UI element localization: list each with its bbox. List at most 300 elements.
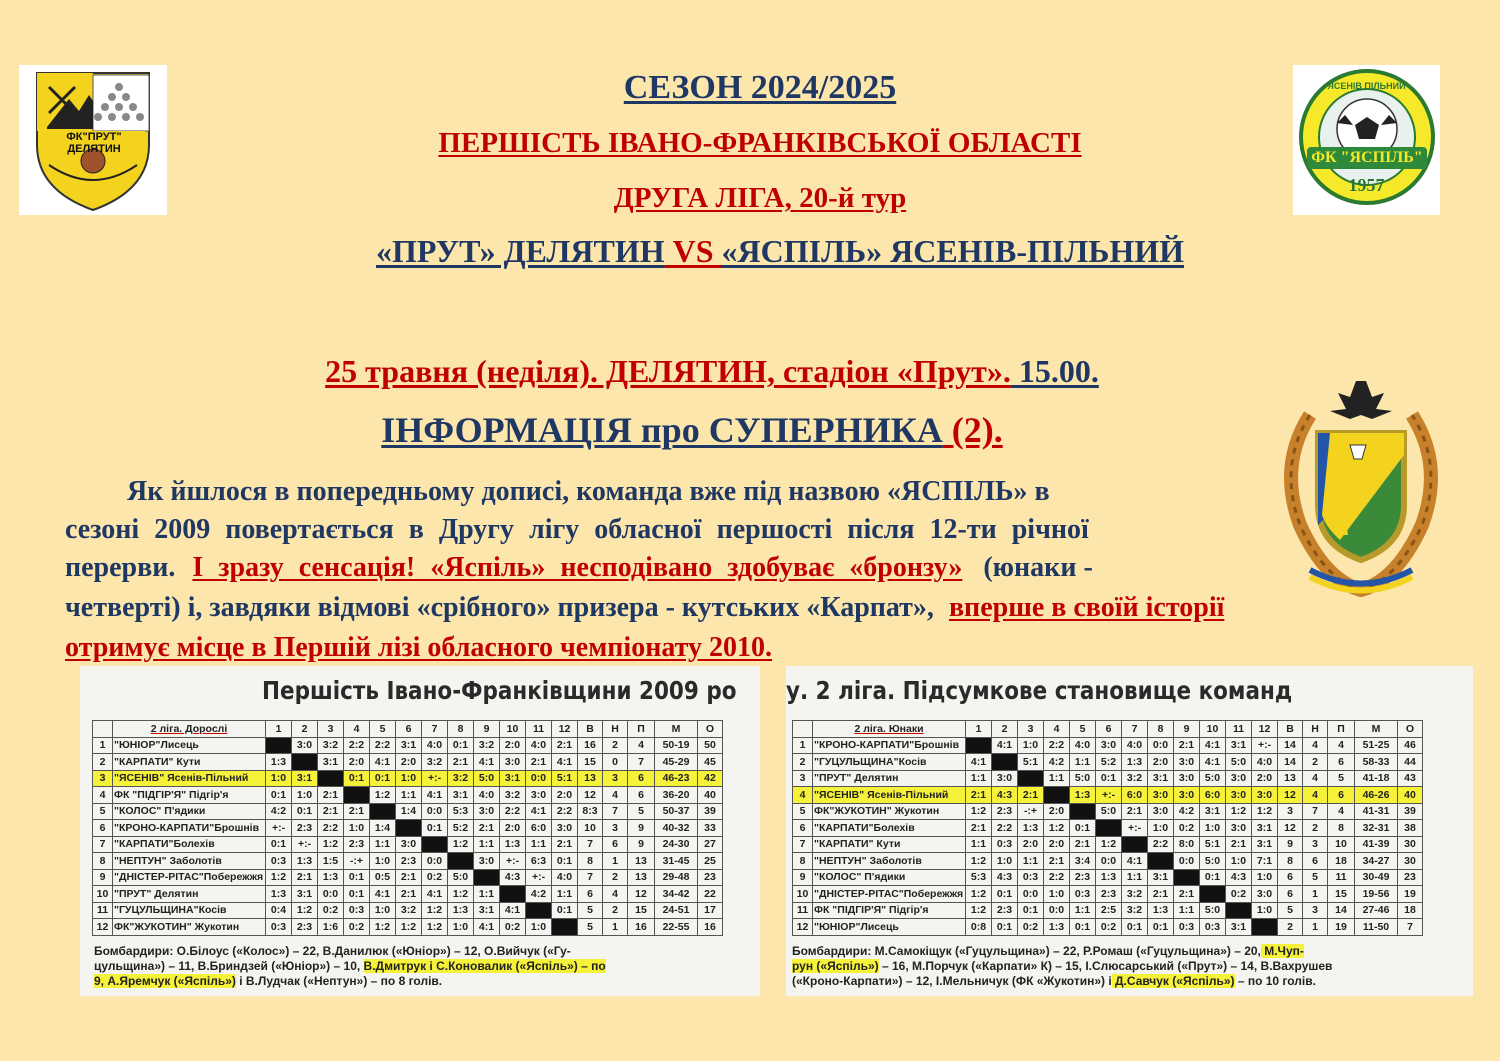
team-cell: "КОЛОС" П'ядики — [113, 803, 266, 820]
score-cell: 2:1 — [344, 803, 370, 820]
table-row-yaspil — [793, 787, 1423, 804]
score-cell: 1:2 — [370, 919, 396, 936]
score-cell: 12 — [1278, 787, 1303, 804]
score-cell: 3:0 — [1226, 770, 1252, 787]
score-cell: 29-48 — [655, 869, 698, 886]
table-row — [793, 869, 1423, 886]
self-match-cell — [1070, 803, 1096, 820]
score-cell: 19 — [1398, 886, 1423, 903]
score-cell: 27 — [698, 836, 723, 853]
score-cell: 5:0 — [1070, 770, 1096, 787]
score-cell: 2:0 — [396, 754, 422, 771]
score-cell: 24-30 — [655, 836, 698, 853]
self-match-cell — [500, 886, 526, 903]
self-match-cell — [526, 902, 552, 919]
score-cell: 1:1 — [1018, 853, 1044, 870]
score-cell: 1:3 — [448, 902, 474, 919]
score-cell: 2:0 — [1044, 836, 1070, 853]
league-round-heading: ДРУГА ЛІГА, 20-й тур — [613, 182, 907, 214]
score-cell: 2:1 — [552, 836, 578, 853]
vs-label: VS — [664, 233, 722, 269]
score-cell: 46-26 — [1355, 787, 1398, 804]
score-cell: +:- — [266, 820, 292, 837]
score-cell: -:+ — [1018, 803, 1044, 820]
self-match-cell — [292, 754, 318, 771]
score-cell: 5:0 — [1200, 902, 1226, 919]
score-cell: 4:3 — [992, 869, 1018, 886]
score-cell: 1:2 — [370, 787, 396, 804]
score-cell: 5:3 — [448, 803, 474, 820]
header-cell: 2 — [992, 721, 1018, 738]
score-cell: 1:0 — [266, 770, 292, 787]
score-cell: 2:3 — [1070, 869, 1096, 886]
score-cell: 2:5 — [1096, 902, 1122, 919]
date-place: 25 травня (неділя). ДЕЛЯТИН, стадіон «Прут». — [325, 353, 1011, 389]
score-cell: 16 — [578, 737, 603, 754]
score-cell: 7:1 — [1252, 853, 1278, 870]
score-cell: 0:1 — [1018, 902, 1044, 919]
score-cell: 3:1 — [1148, 869, 1174, 886]
team-cell: ФК "ПІДГІР'Я" Підгір'я — [813, 902, 966, 919]
header-cell: 8 — [1148, 721, 1174, 738]
team-cell: "НЕПТУН" Заболотів — [813, 853, 966, 870]
table-row — [793, 754, 1423, 771]
score-cell: 0:2 — [1226, 886, 1252, 903]
table-row — [93, 886, 723, 903]
score-cell: 4:1 — [1200, 754, 1226, 771]
header-cell: 7 — [1122, 721, 1148, 738]
paragraph-text: Як йшлося в попередньому дописі, команда вже під назвою «ЯСПІЛЬ» в — [127, 476, 1050, 507]
score-cell: 6 — [1278, 886, 1303, 903]
score-cell: 2:0 — [1148, 754, 1174, 771]
header-cell: М — [1355, 721, 1398, 738]
score-cell: 0:2 — [344, 919, 370, 936]
score-cell: 12 — [1278, 820, 1303, 837]
score-cell: 4:0 — [474, 787, 500, 804]
score-cell: 19 — [1328, 919, 1355, 936]
score-cell: 17 — [698, 902, 723, 919]
score-cell: 1:2 — [266, 869, 292, 886]
header-cell: 3 — [1018, 721, 1044, 738]
score-cell: 5:0 — [1200, 853, 1226, 870]
score-cell: +:- — [1122, 820, 1148, 837]
score-cell: 2:2 — [500, 803, 526, 820]
team-cell: "ЯСЕНІВ" Ясенів-Пільний — [813, 787, 966, 804]
clipping-adults — [80, 666, 760, 996]
score-cell: 2 — [603, 869, 628, 886]
score-cell: 1:0 — [526, 919, 552, 936]
score-cell: 12 — [628, 886, 655, 903]
score-cell: 6:0 — [1122, 787, 1148, 804]
score-cell: 2 — [1303, 820, 1328, 837]
score-cell: 4:0 — [1252, 754, 1278, 771]
header-cell: 10 — [1200, 721, 1226, 738]
score-cell: 0:2 — [1096, 919, 1122, 936]
score-cell: 9 — [628, 820, 655, 837]
score-cell: 4:0 — [1122, 737, 1148, 754]
score-cell: 1:2 — [966, 803, 992, 820]
score-cell: 1:1 — [474, 886, 500, 903]
score-cell: 0:2 — [318, 902, 344, 919]
score-cell: 3:2 — [1122, 886, 1148, 903]
score-cell: 4:1 — [370, 886, 396, 903]
score-cell: 1:0 — [344, 820, 370, 837]
score-cell: 3:1 — [318, 754, 344, 771]
score-cell: 1:1 — [552, 886, 578, 903]
score-cell: 4:0 — [526, 737, 552, 754]
score-cell: 0:1 — [370, 770, 396, 787]
score-cell: 0:0 — [1148, 737, 1174, 754]
table-row — [793, 770, 1423, 787]
score-cell: 2:3 — [1096, 886, 1122, 903]
team-cell: "ПРУТ" Делятин — [813, 770, 966, 787]
score-cell: 9 — [1278, 836, 1303, 853]
self-match-cell — [1018, 770, 1044, 787]
header-cell — [93, 721, 113, 738]
score-cell: 2:1 — [1044, 853, 1070, 870]
score-cell: 40 — [698, 787, 723, 804]
team-cell: "ГУЦУЛЬЩИНА"Косів — [813, 754, 966, 771]
score-cell: 1:3 — [1122, 754, 1148, 771]
score-cell: 0:3 — [992, 836, 1018, 853]
score-cell: 1 — [603, 853, 628, 870]
score-cell: 2:2 — [344, 737, 370, 754]
score-cell: 40-32 — [655, 820, 698, 837]
header-cell: В — [578, 721, 603, 738]
score-cell: 0:1 — [552, 853, 578, 870]
score-cell: 1:0 — [396, 770, 422, 787]
score-cell: 2:1 — [292, 869, 318, 886]
score-cell: 1:2 — [422, 902, 448, 919]
score-cell: 2:2 — [1044, 737, 1070, 754]
score-cell: 3:0 — [292, 737, 318, 754]
score-cell: 3:0 — [1096, 737, 1122, 754]
score-cell: 0:2 — [1174, 820, 1200, 837]
header-cell: 5 — [370, 721, 396, 738]
score-cell: 1:2 — [966, 902, 992, 919]
position-cell: 10 — [793, 886, 813, 903]
score-cell: 22 — [698, 886, 723, 903]
score-cell: 4:2 — [1044, 754, 1070, 771]
score-cell: 1 — [1303, 919, 1328, 936]
score-cell: 1:1 — [396, 787, 422, 804]
score-cell: 18 — [1398, 902, 1423, 919]
score-cell: 3:0 — [474, 853, 500, 870]
score-cell: 8 — [1328, 820, 1355, 837]
score-cell: 2:2 — [992, 820, 1018, 837]
score-cell: 3:0 — [1148, 787, 1174, 804]
score-cell: +:- — [1096, 787, 1122, 804]
score-cell: 1:2 — [292, 902, 318, 919]
score-cell: 43 — [1398, 770, 1423, 787]
position-cell: 11 — [93, 902, 113, 919]
score-cell: 2:3 — [292, 820, 318, 837]
score-cell: 45-29 — [655, 754, 698, 771]
score-cell: -:+ — [344, 853, 370, 870]
score-cell: 3:0 — [396, 836, 422, 853]
table-row-yaspil — [93, 770, 723, 787]
score-cell: 4:0 — [422, 737, 448, 754]
score-cell: 8 — [1278, 853, 1303, 870]
score-cell: 38 — [1398, 820, 1423, 837]
score-cell: 1:0 — [992, 853, 1018, 870]
score-cell: 3:2 — [1122, 770, 1148, 787]
score-cell: 13 — [578, 770, 603, 787]
score-cell: 1:3 — [266, 754, 292, 771]
score-cell: 5 — [578, 919, 603, 936]
position-cell: 7 — [93, 836, 113, 853]
table-header-row — [793, 721, 1423, 738]
match-heading — [30, 233, 1500, 270]
score-cell: 0:1 — [266, 787, 292, 804]
position-cell: 1 — [793, 737, 813, 754]
team-cell: "НЕПТУН" Заболотів — [113, 853, 266, 870]
score-cell: 19-56 — [1355, 886, 1398, 903]
team-cell: "КОЛОС" П'ядики — [813, 869, 966, 886]
self-match-cell — [1174, 869, 1200, 886]
header-cell: 8 — [448, 721, 474, 738]
score-cell: 14 — [1278, 737, 1303, 754]
score-cell: 8:0 — [1174, 836, 1200, 853]
score-cell: 41-31 — [1355, 803, 1398, 820]
score-cell: 1:2 — [448, 836, 474, 853]
position-cell: 12 — [793, 919, 813, 936]
score-cell: 44 — [1398, 754, 1423, 771]
score-cell: 1:1 — [474, 836, 500, 853]
header-cell: Н — [1303, 721, 1328, 738]
table-row — [93, 869, 723, 886]
self-match-cell — [1148, 853, 1174, 870]
score-cell: 4:1 — [422, 886, 448, 903]
table-row — [93, 919, 723, 936]
score-cell: 1:3 — [318, 869, 344, 886]
self-match-cell — [1096, 820, 1122, 837]
position-cell: 4 — [793, 787, 813, 804]
score-cell: 31-45 — [655, 853, 698, 870]
score-cell: 1:2 — [1226, 803, 1252, 820]
score-cell: 1:2 — [966, 886, 992, 903]
position-cell: 4 — [93, 787, 113, 804]
score-cell: 42 — [698, 770, 723, 787]
score-cell: 2:1 — [1070, 836, 1096, 853]
score-cell: 0:5 — [370, 869, 396, 886]
score-cell: 1:2 — [396, 919, 422, 936]
score-cell: 1:4 — [370, 820, 396, 837]
score-cell: 1:3 — [500, 836, 526, 853]
score-cell: 0:1 — [344, 886, 370, 903]
score-cell: 4:1 — [1122, 853, 1148, 870]
score-cell: 10 — [1328, 836, 1355, 853]
score-cell: 2:1 — [1174, 886, 1200, 903]
score-cell: 7 — [578, 869, 603, 886]
score-cell: 2:1 — [448, 754, 474, 771]
score-cell: 4 — [628, 737, 655, 754]
table-row — [793, 902, 1423, 919]
score-cell: 2:0 — [1044, 803, 1070, 820]
score-cell: 2:1 — [396, 869, 422, 886]
score-cell: 1:0 — [1018, 737, 1044, 754]
score-cell: 5 — [628, 803, 655, 820]
score-cell: 4:1 — [474, 919, 500, 936]
header-cell: Н — [603, 721, 628, 738]
table-label: 2 ліга. Юнаки — [813, 721, 966, 738]
score-cell: 6:0 — [526, 820, 552, 837]
score-cell: 27-46 — [1355, 902, 1398, 919]
score-cell: 4 — [1328, 803, 1355, 820]
score-cell: 0:3 — [1018, 869, 1044, 886]
score-cell: 2:1 — [966, 787, 992, 804]
score-cell: 0:0 — [526, 770, 552, 787]
score-cell: 8 — [578, 853, 603, 870]
self-match-cell — [396, 820, 422, 837]
score-cell: 4:3 — [992, 787, 1018, 804]
score-cell: 1:2 — [422, 919, 448, 936]
score-cell: 11-50 — [1355, 919, 1398, 936]
score-cell: 5 — [1303, 869, 1328, 886]
score-cell: 3:2 — [500, 787, 526, 804]
score-cell: 8:3 — [578, 803, 603, 820]
score-cell: 0:2 — [422, 869, 448, 886]
score-cell: 2:3 — [292, 919, 318, 936]
header-cell: 5 — [1070, 721, 1096, 738]
score-cell: 5:1 — [1018, 754, 1044, 771]
score-cell: 2 — [1278, 919, 1303, 936]
score-cell: 2:1 — [396, 886, 422, 903]
score-cell: 3:0 — [500, 754, 526, 771]
table-row — [793, 737, 1423, 754]
score-cell: 2:1 — [1122, 803, 1148, 820]
score-cell: 11 — [1328, 869, 1355, 886]
score-cell: 1:2 — [1044, 820, 1070, 837]
score-cell: 1 — [603, 919, 628, 936]
table-row — [93, 902, 723, 919]
header-cell: 3 — [318, 721, 344, 738]
score-cell: 0:8 — [966, 919, 992, 936]
score-cell: 6:3 — [526, 853, 552, 870]
header-cell: 1 — [266, 721, 292, 738]
position-cell: 5 — [793, 803, 813, 820]
score-cell: 0:0 — [422, 853, 448, 870]
position-cell: 12 — [93, 919, 113, 936]
self-match-cell — [318, 770, 344, 787]
score-cell: 1:2 — [1096, 836, 1122, 853]
score-cell: 1:3 — [1148, 902, 1174, 919]
position-cell: 9 — [793, 869, 813, 886]
self-match-cell — [1226, 902, 1252, 919]
score-cell: 2:1 — [966, 820, 992, 837]
score-cell: 5:0 — [474, 770, 500, 787]
score-cell: 1:1 — [1044, 770, 1070, 787]
season-heading: СЕЗОН 2024/2025 — [623, 69, 897, 106]
position-cell: 6 — [793, 820, 813, 837]
header-cell: 6 — [396, 721, 422, 738]
score-cell: 2:3 — [992, 803, 1018, 820]
score-cell: 6 — [603, 836, 628, 853]
position-cell: 2 — [793, 754, 813, 771]
championship-heading: ПЕРШІСТЬ ІВАНО-ФРАНКІВСЬКОЇ ОБЛАСТІ — [438, 127, 1082, 159]
score-cell: 6 — [1328, 754, 1355, 771]
score-cell: 1:0 — [1044, 886, 1070, 903]
team-cell: "ДНІСТЕР-РІТАС"Побережжя — [113, 869, 266, 886]
score-cell: 3:2 — [422, 754, 448, 771]
position-cell: 9 — [93, 869, 113, 886]
yaspil-logo-year: 1957 — [1348, 175, 1385, 195]
position-cell: 1 — [93, 737, 113, 754]
header-cell: 11 — [1226, 721, 1252, 738]
self-match-cell — [370, 803, 396, 820]
first-league-highlight: вперше в своїй історії — [948, 592, 1225, 623]
score-cell: 2:0 — [500, 737, 526, 754]
score-cell: 1:3 — [1070, 787, 1096, 804]
score-cell: 4 — [603, 886, 628, 903]
position-cell: 3 — [93, 770, 113, 787]
table-row — [93, 737, 723, 754]
score-cell: 4:2 — [1174, 803, 1200, 820]
paragraph-line-4: четверті) і, завдяки відмові «срібного» призера - кутських «Карпат», вперше в своїй історії — [65, 592, 1225, 623]
score-cell: 0:0 — [422, 803, 448, 820]
score-cell: 7 — [603, 803, 628, 820]
scorers-adults: Бомбардири: О.Білоус («Колос») – 22, В.Данилюк («Юніор») – 12, О.Вийчук («Гу- цульщина») – 11, В.Бриндзей («Юніор») – 10, В.Дмитрук і С.Коновалик («Яспіль») – по 9, А.Яремчук («Яспіль») і В.Лудчак («Нептун») – по 8 голів. — [94, 944, 606, 988]
score-cell: 5:2 — [1096, 754, 1122, 771]
score-cell: 1:3 — [1018, 820, 1044, 837]
score-cell: 0:2 — [1018, 919, 1044, 936]
score-cell: 25 — [698, 853, 723, 870]
table-row — [93, 754, 723, 771]
score-cell: 3:0 — [1148, 803, 1174, 820]
score-cell: 2:2 — [318, 820, 344, 837]
score-cell: 13 — [628, 869, 655, 886]
paragraph-line-3: перерви. І зразу сенсація! «Яспіль» несподівано здобуває «бронзу» (юнаки - — [65, 552, 1093, 583]
score-cell: 4:3 — [500, 869, 526, 886]
self-match-cell — [1200, 886, 1226, 903]
score-cell: 7 — [1398, 919, 1423, 936]
score-cell: 0:1 — [552, 902, 578, 919]
score-cell: 6 — [1278, 869, 1303, 886]
score-cell: 4 — [1303, 787, 1328, 804]
team-cell: "ЯСЕНІВ" Ясенів-Пільний — [113, 770, 266, 787]
score-cell: 2:1 — [1148, 886, 1174, 903]
score-cell: 2:3 — [396, 853, 422, 870]
team-cell: "КАРПАТИ" Кути — [813, 836, 966, 853]
score-cell: 1:1 — [966, 836, 992, 853]
paragraph-line-5: отримує місце в Першій лізі обласного чемпіонату 2010. — [65, 632, 772, 663]
score-cell: 15 — [628, 902, 655, 919]
score-cell: 13 — [628, 853, 655, 870]
header-cell: 11 — [526, 721, 552, 738]
score-cell: 5:2 — [448, 820, 474, 837]
team-cell: "ЮНІОР"Лисець — [113, 737, 266, 754]
table-row — [93, 787, 723, 804]
score-cell: 1:3 — [1044, 919, 1070, 936]
score-cell: 6 — [578, 886, 603, 903]
home-team: «ПРУТ» ДЕЛЯТИН — [375, 233, 665, 269]
score-cell: 7 — [578, 836, 603, 853]
score-cell: 5:3 — [966, 869, 992, 886]
standings-table-adults — [92, 720, 723, 936]
score-cell: 2:1 — [552, 737, 578, 754]
score-cell: 3:0 — [552, 820, 578, 837]
table-row — [793, 919, 1423, 936]
score-cell: 3:0 — [1252, 787, 1278, 804]
score-cell: 2:2 — [1044, 869, 1070, 886]
header-cell: 12 — [1252, 721, 1278, 738]
header-cell: О — [1398, 721, 1423, 738]
info-title: ІНФОРМАЦІЯ про СУПЕРНИКА (2). — [381, 410, 1003, 450]
score-cell: 3:0 — [474, 803, 500, 820]
table-row — [793, 820, 1423, 837]
position-cell: 6 — [93, 820, 113, 837]
score-cell: 41-18 — [1355, 770, 1398, 787]
